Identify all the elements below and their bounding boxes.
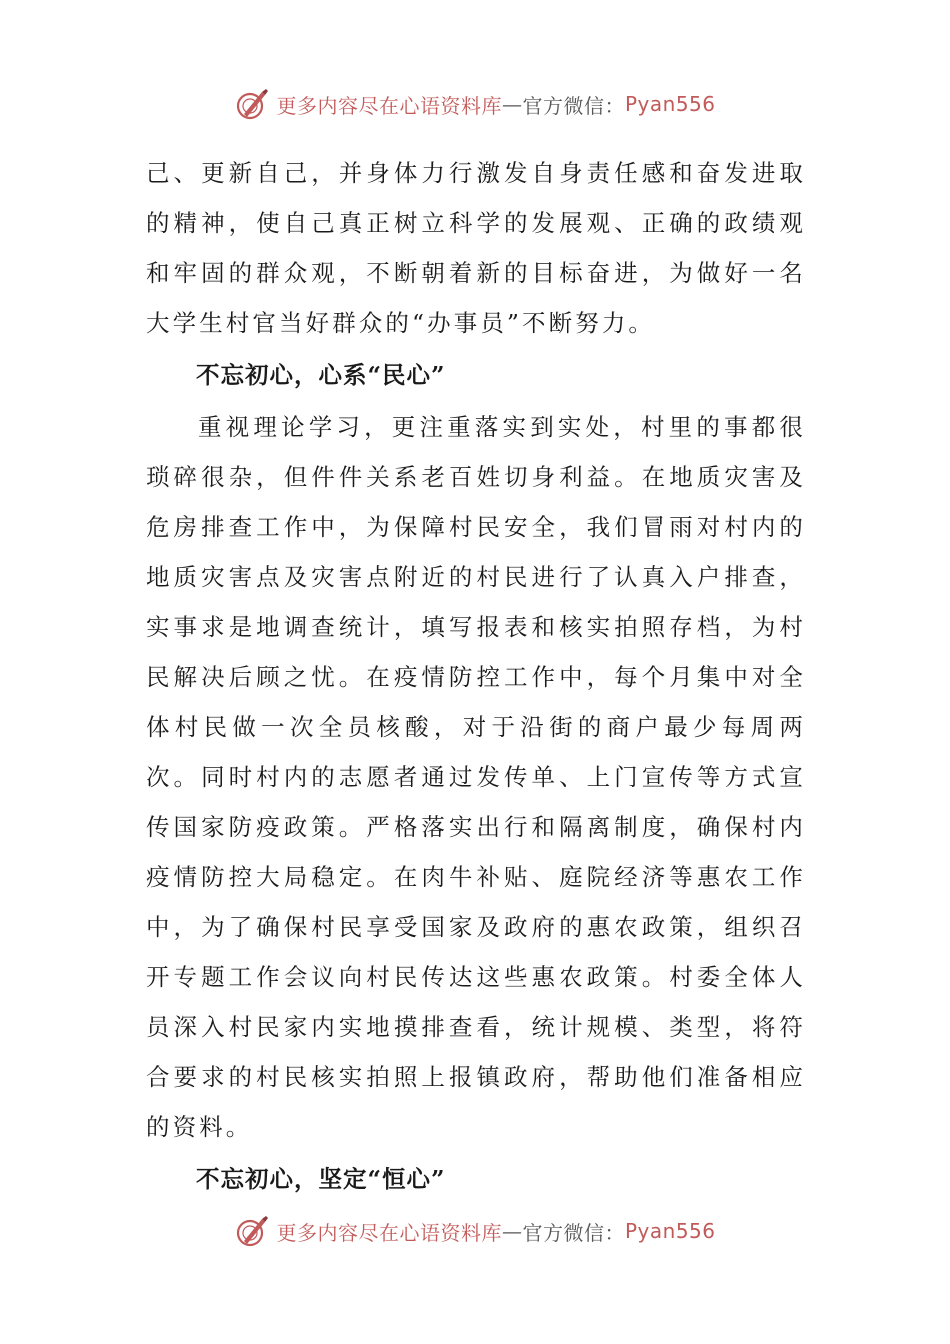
banner-wechat-label: 官方微信： [522,1220,625,1245]
banner-site-text: 更多内容尽在心语资料库 [276,93,502,118]
banner-wechat-id: Pyan556 [624,92,716,116]
pen-circle-logo-icon [234,86,270,122]
section-heading-min-xin: 不忘初心，心系“民心” [196,361,446,389]
pen-circle-logo-icon [234,1213,270,1249]
footer-banner [0,1211,950,1251]
section-heading-heng-xin: 不忘初心，坚定“恒心” [196,1165,446,1193]
paragraph-continued: 己、更新自己，并身体力行激发自身责任感和奋发进取的精神，使自己真正树立科学的发展观、正确的政绩观和牢固的群众观，不断朝着新的目标奋进，为做好一名大学生村官当好群众的“办事员”不断努力。 [146,159,806,337]
banner-wechat-id: Pyan556 [624,1219,716,1243]
banner-wechat-label: 官方微信： [522,93,625,118]
banner-dash: — [501,1219,523,1243]
banner-dash: — [501,92,523,116]
header-banner [0,84,950,124]
paragraph-work-details: 重视理论学习，更注重落实到实处，村里的事都很琐碎很杂，但件件关系老百姓切身利益。在地质灾害及危房排查工作中，为保障村民安全，我们冒雨对村内的地质灾害点及灾害点附近的村民进行了认真入户排查，实事求是地调查统计，填写报表和核实拍照存档，为村民解决后顾之忧。在疫情防控工作中，每个月集中对全体村民做一次全员核酸，对于沿街的商户最少每周两次。同时村内的志愿者通过发传单、上门宣传等方式宣传国家防疫政策。严格落实出行和隔离制度，确保村内疫情防控大局稳定。在肉牛补贴、庭院经济等惠农工作中，为了确保村民享受国家及政府的惠农政策，组织召开专题工作会议向村民传达这些惠农政策。村委全体人员深入村民家内实地摸排查看，统计规模、类型，将符合要求的村民核实拍照上报镇政府，帮助他们准备相应的资料。 [146,413,806,1141]
document-body [146,148,806,1204]
banner-site-text: 更多内容尽在心语资料库 [276,1220,502,1245]
